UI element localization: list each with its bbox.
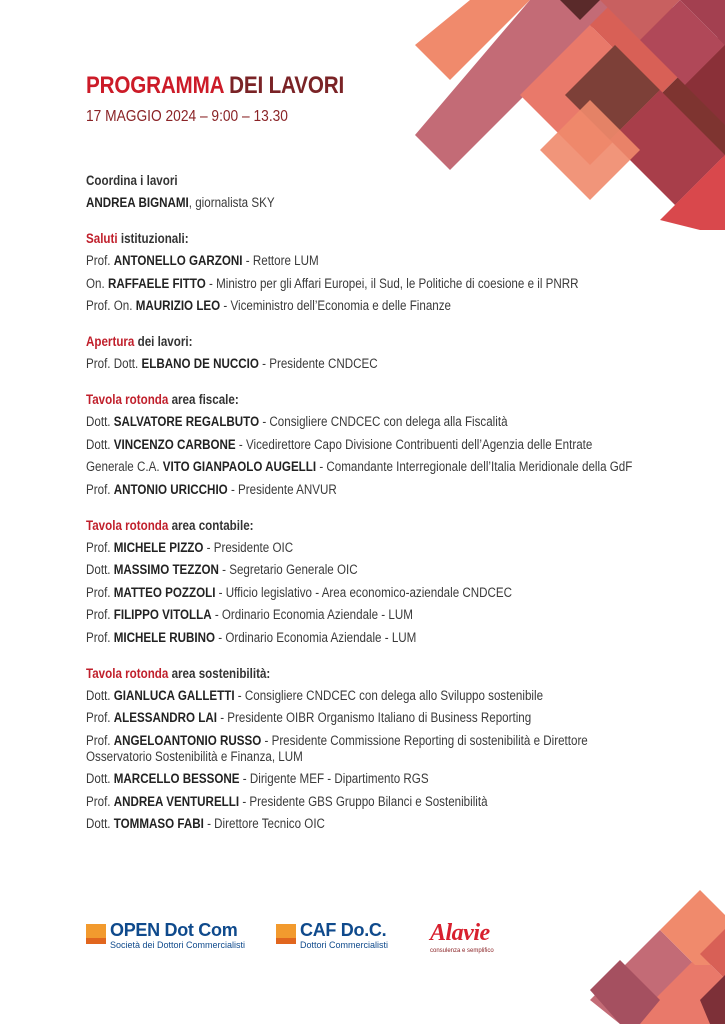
program-section	[86, 391, 646, 498]
speaker-title: Prof. On.	[86, 298, 136, 313]
speaker-title: Prof. Dott.	[86, 356, 142, 371]
logo-caf-doc	[276, 920, 406, 956]
section-title	[86, 517, 568, 535]
page-title	[86, 72, 344, 100]
logo-caf-name: CAF Do.C.	[300, 920, 387, 940]
section-title	[86, 665, 568, 683]
speaker-name: SALVATORE REGALBUTO	[113, 414, 260, 429]
logo-open-dot-com	[86, 920, 266, 956]
speaker-role: - Segretario Generale OIC	[218, 562, 358, 577]
speaker-entry	[86, 276, 645, 292]
speaker-title: Dott.	[86, 436, 114, 452]
speaker-title: Prof.	[86, 584, 114, 600]
logo-open-name: OPEN Dot Com	[110, 920, 238, 940]
speaker-name: ANDREA BIGNAMI	[86, 195, 189, 210]
section-title-rest: Coordina i lavori	[86, 173, 178, 188]
speaker-entry	[86, 195, 645, 211]
speaker-role: - Ufficio legislativo - Area economico-aziendale CNDCEC	[215, 584, 513, 600]
section-title-accent: Tavola rotonda	[86, 665, 169, 681]
speaker-entry	[86, 459, 645, 475]
speaker-title: Dott.	[86, 414, 114, 429]
event-date: 17 MAGGIO 2024 – 9:00 – 13.30	[86, 108, 288, 125]
speaker-role: - Viceministro dell’Economia e delle Finanze	[220, 298, 452, 313]
speaker-role: - Presidente OIC	[203, 539, 294, 555]
speaker-role: - Vicedirettore Capo Divisione Contribuenti dell’Agenzia delle Entrate	[235, 436, 593, 452]
speaker-name: GIANLUCA GALLETTI	[113, 687, 235, 703]
program-section	[86, 172, 646, 211]
section-title-accent: Tavola rotonda	[86, 392, 169, 407]
speaker-role: - Ordinario Economia Aziendale - LUM	[215, 629, 417, 645]
speaker-name: MAURIZIO LEO	[135, 298, 221, 313]
speaker-title: Prof.	[86, 481, 114, 497]
speaker-entry	[86, 482, 645, 498]
speaker-role: - Consigliere CNDCEC con delega allo Sviluppo sostenibile	[234, 687, 544, 703]
title-rest: DEI LAVORI	[229, 72, 345, 99]
logo-caf-sub: Dottori Commercialisti	[300, 940, 389, 950]
speaker-name: RAFFAELE FITTO	[107, 275, 206, 291]
speaker-title: Prof.	[86, 629, 114, 645]
speaker-role: - Presidente CNDCEC	[258, 356, 378, 371]
speaker-name: ELBANO DE NUCCIO	[141, 356, 259, 371]
speaker-role: - Dirigente MEF - Dipartimento RGS	[239, 771, 429, 786]
speaker-role: - Presidente ANVUR	[227, 481, 337, 497]
speaker-entry	[86, 816, 645, 832]
section-title	[86, 230, 568, 248]
open-logo-icon	[86, 924, 106, 944]
speaker-role: - Presidente Commissione Reporting di sostenibilità e Direttore Osservatorio Sostenibilità e Finanza, LUM	[86, 732, 588, 764]
speaker-name: FILIPPO VITOLLA	[113, 607, 212, 622]
speaker-name: ALESSANDRO LAI	[113, 710, 217, 725]
speaker-name: MICHELE PIZZO	[113, 539, 204, 555]
section-title-rest: area fiscale:	[168, 392, 239, 407]
speaker-entry	[86, 794, 645, 810]
program-section	[86, 517, 646, 646]
speaker-title: Prof.	[86, 253, 114, 268]
program-content	[86, 172, 646, 851]
speaker-title: Dott.	[86, 562, 114, 577]
speaker-role: - Comandante Interregionale dell’Italia Meridionale della GdF	[316, 459, 633, 474]
speaker-entry	[86, 607, 645, 623]
section-title-accent: Saluti	[86, 231, 118, 246]
speaker-title: Prof.	[86, 607, 114, 622]
speaker-entry	[86, 414, 645, 430]
speaker-name: MASSIMO TEZZON	[113, 562, 219, 577]
speaker-entry	[86, 562, 645, 578]
speaker-name: ANDREA VENTURELLI	[113, 793, 240, 809]
section-title-accent: Apertura	[86, 334, 135, 349]
section-title-rest: istituzionali:	[117, 231, 189, 246]
logo-alavie-name: Alavie	[430, 920, 490, 946]
speaker-entry	[86, 540, 645, 556]
section-title-rest: area sostenibilità:	[168, 665, 271, 681]
speaker-name: ANGELOANTONIO RUSSO	[113, 732, 262, 748]
section-title-rest: dei lavori:	[134, 334, 193, 349]
speaker-name: TOMMASO FABI	[113, 816, 204, 831]
speaker-role: - Direttore Tecnico OIC	[203, 816, 325, 831]
section-title-accent: Tavola rotonda	[86, 517, 169, 533]
speaker-name: MICHELE RUBINO	[113, 629, 216, 645]
speaker-entry	[86, 356, 645, 372]
speaker-name: MATTEO POZZOLI	[113, 584, 216, 600]
speaker-role: - Ordinario Economia Aziendale - LUM	[211, 607, 413, 622]
speaker-title: Prof.	[86, 539, 114, 555]
title-accent: PROGRAMMA	[86, 72, 224, 99]
speaker-title: Dott.	[86, 816, 114, 831]
speaker-entry	[86, 630, 645, 646]
speaker-name: ANTONIO URICCHIO	[113, 481, 228, 497]
speaker-entry	[86, 688, 645, 704]
speaker-role: , giornalista SKY	[188, 195, 275, 210]
speaker-entry	[86, 733, 645, 765]
section-title	[86, 333, 568, 351]
speaker-entry	[86, 437, 645, 453]
logo-alavie-sub: consulenza e semplifico	[430, 948, 494, 954]
speaker-title: Dott.	[86, 771, 114, 786]
speaker-role: - Ministro per gli Affari Europei, il Sud, le Politiche di coesione e il PNRR	[205, 275, 579, 291]
speaker-entry	[86, 710, 645, 726]
speaker-name: VINCENZO CARBONE	[113, 436, 236, 452]
speaker-name: VITO GIANPAOLO AUGELLI	[162, 459, 317, 474]
program-section	[86, 665, 646, 833]
section-title	[86, 172, 568, 190]
speaker-entry	[86, 298, 645, 314]
speaker-title: Dott.	[86, 687, 114, 703]
program-section	[86, 230, 646, 314]
speaker-role: - Presidente GBS Gruppo Bilanci e Sostenibilità	[239, 793, 488, 809]
speaker-title: Prof.	[86, 710, 114, 725]
speaker-role: - Presidente OIBR Organismo Italiano di Business Reporting	[216, 710, 532, 725]
speaker-name: MARCELLO BESSONE	[113, 771, 240, 786]
logo-open-sub: Società dei Dottori Commercialisti	[110, 940, 246, 950]
speaker-entry	[86, 253, 645, 269]
speaker-title: On.	[86, 275, 108, 291]
caf-logo-icon	[276, 924, 296, 944]
logo-alavie	[430, 920, 530, 956]
speaker-role: - Consigliere CNDCEC con delega alla Fiscalità	[259, 414, 508, 429]
speaker-role: - Rettore LUM	[242, 253, 319, 268]
section-title	[86, 391, 568, 409]
speaker-title: Generale C.A.	[86, 459, 163, 474]
program-section	[86, 333, 646, 372]
speaker-title: Prof.	[86, 732, 114, 748]
speaker-name: ANTONELLO GARZONI	[113, 253, 243, 268]
speaker-entry	[86, 585, 645, 601]
section-title-rest: area contabile:	[168, 517, 254, 533]
speaker-title: Prof.	[86, 793, 114, 809]
speaker-entry	[86, 771, 645, 787]
